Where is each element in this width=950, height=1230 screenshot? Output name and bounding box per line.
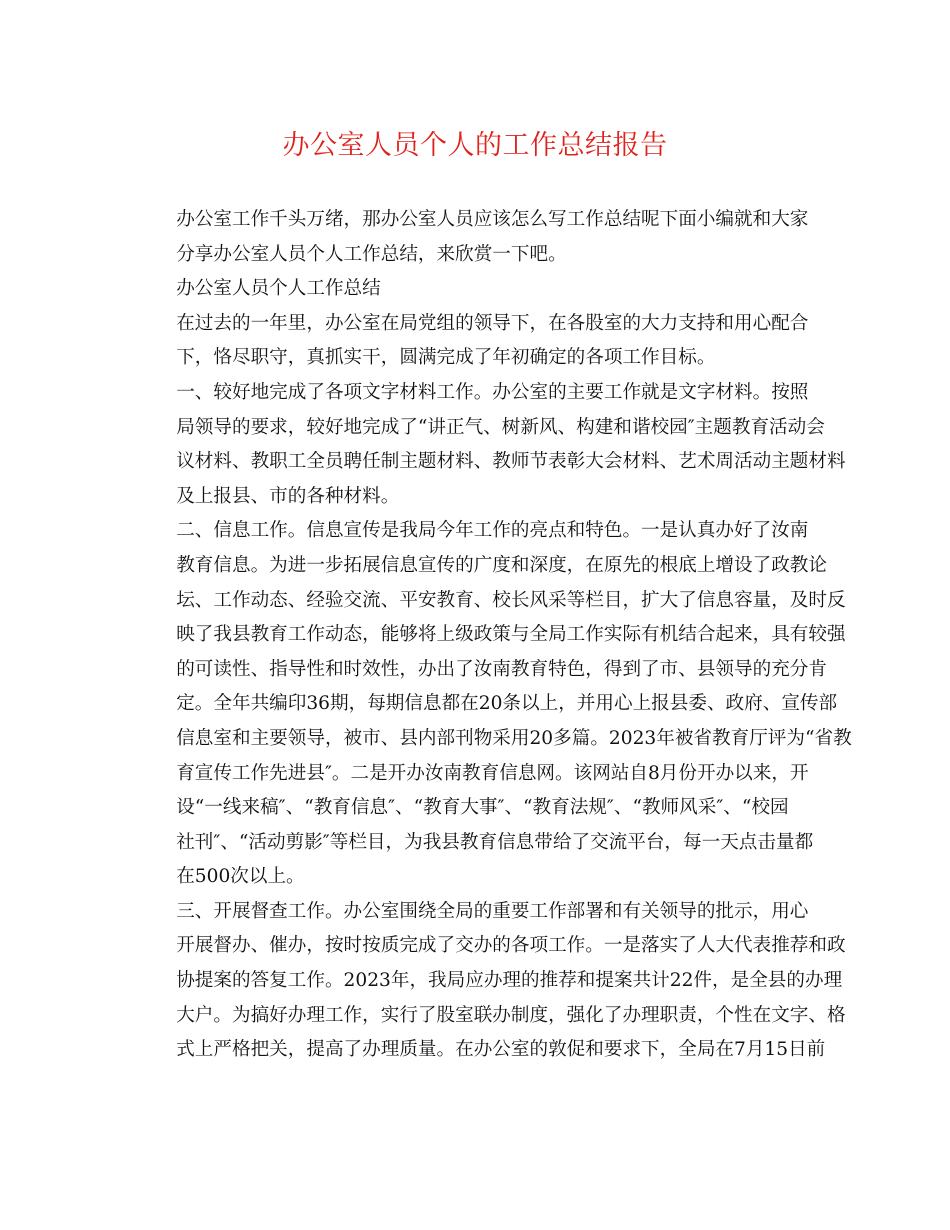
paragraph-line: 坛、工作动态、经验交流、平安教育、校长风采等栏目，扩大了信息容量，及时反 bbox=[176, 589, 846, 611]
paragraph-information bbox=[139, 514, 852, 895]
intro-paragraph bbox=[139, 203, 813, 272]
paragraph-line: 育宣传工作先进县″。二是开办汝南教育信息网。该网站自8月份开办以来，开 bbox=[176, 762, 809, 784]
summary-paragraph bbox=[139, 307, 813, 376]
paragraph-line: 办公室人员个人工作总结 bbox=[176, 278, 381, 300]
paragraph-line: 在过去的一年里，办公室在局党组的领导下，在各股室的大力支持和用心配合 bbox=[176, 312, 809, 334]
paragraph-line: 分享办公室人员个人工作总结，来欣赏一下吧。 bbox=[176, 243, 567, 265]
paragraph-line: 一、较好地完成了各项文字材料工作。办公室的主要工作就是文字材料。按照 bbox=[176, 381, 809, 403]
document-title: 办公室人员个人的工作总结报告 bbox=[282, 130, 668, 161]
paragraph-line: 大户。为搞好办理工作，实行了股室联办制度，强化了办理职责，个性在文字、格 bbox=[176, 1004, 846, 1026]
paragraph-line: 局领导的要求，较好地完成了“讲正气、树新风、构建和谐校园″主题教育活动会 bbox=[176, 416, 825, 438]
paragraph-line: 开展督办、催办，按时按质完成了交办的各项工作。一是落实了人大代表推荐和政 bbox=[176, 935, 846, 957]
paragraph-line: 定。全年共编印36期，每期信息都在20条以上，并用心上报县委、政府、宣传部 bbox=[176, 693, 838, 715]
paragraph-line: 三、开展督查工作。办公室围绕全局的重要工作部署和有关领导的批示，用心 bbox=[176, 900, 809, 922]
paragraph-line: 社刊″、“活动剪影″等栏目，为我县教育信息带给了交流平台，每一天点击量都 bbox=[176, 831, 814, 853]
paragraph-line: 设“一线来稿″、“教育信息″、“教育大事″、“教育法规″、“教师风采″、“校园 bbox=[176, 797, 789, 819]
paragraph-line: 在500次以上。 bbox=[176, 866, 305, 888]
paragraph-supervision bbox=[139, 895, 846, 1068]
paragraph-line: 及上报县、市的各种材料。 bbox=[176, 485, 400, 507]
section-heading bbox=[139, 272, 813, 307]
paragraph-line: 映了我县教育工作动态，能够将上级政策与全局工作实际有机结合起来，具有较强 bbox=[176, 624, 846, 646]
paragraph-line: 的可读性、指导性和时效性，办出了汝南教育特色，得到了市、县领导的充分肯 bbox=[176, 658, 827, 680]
paragraph-line: 议材料、教职工全员聘任制主题材料、教师节表彰大会材料、艺术周活动主题材料 bbox=[176, 451, 846, 473]
paragraph-line: 教育信息。为进一步拓展信息宣传的广度和深度，在原先的根底上增设了政教论 bbox=[176, 554, 827, 576]
paragraph-line: 办公室工作千头万绪，那办公室人员应该怎么写工作总结呢下面小编就和大家 bbox=[176, 209, 809, 230]
paragraph-line: 二、信息工作。信息宣传是我局今年工作的亮点和特色。一是认真办好了汝南 bbox=[176, 520, 809, 542]
document-body bbox=[139, 203, 852, 1068]
paragraph-line: 式上严格把关，提高了办理质量。在办公室的敦促和要求下，全局在7月15日前 bbox=[176, 1039, 826, 1061]
paragraph-line: 下，恪尽职守，真抓实干，圆满完成了年初确定的各项工作目标。 bbox=[176, 347, 716, 369]
paragraph-materials bbox=[139, 376, 846, 514]
paragraph-line: 信息室和主要领导，被市、县内部刊物采用20多篇。2023年被省教育厅评为“省教 bbox=[176, 727, 852, 749]
paragraph-line: 协提案的答复工作。2023年，我局应办理的推荐和提案共计22件，是全县的办理 bbox=[176, 970, 843, 992]
